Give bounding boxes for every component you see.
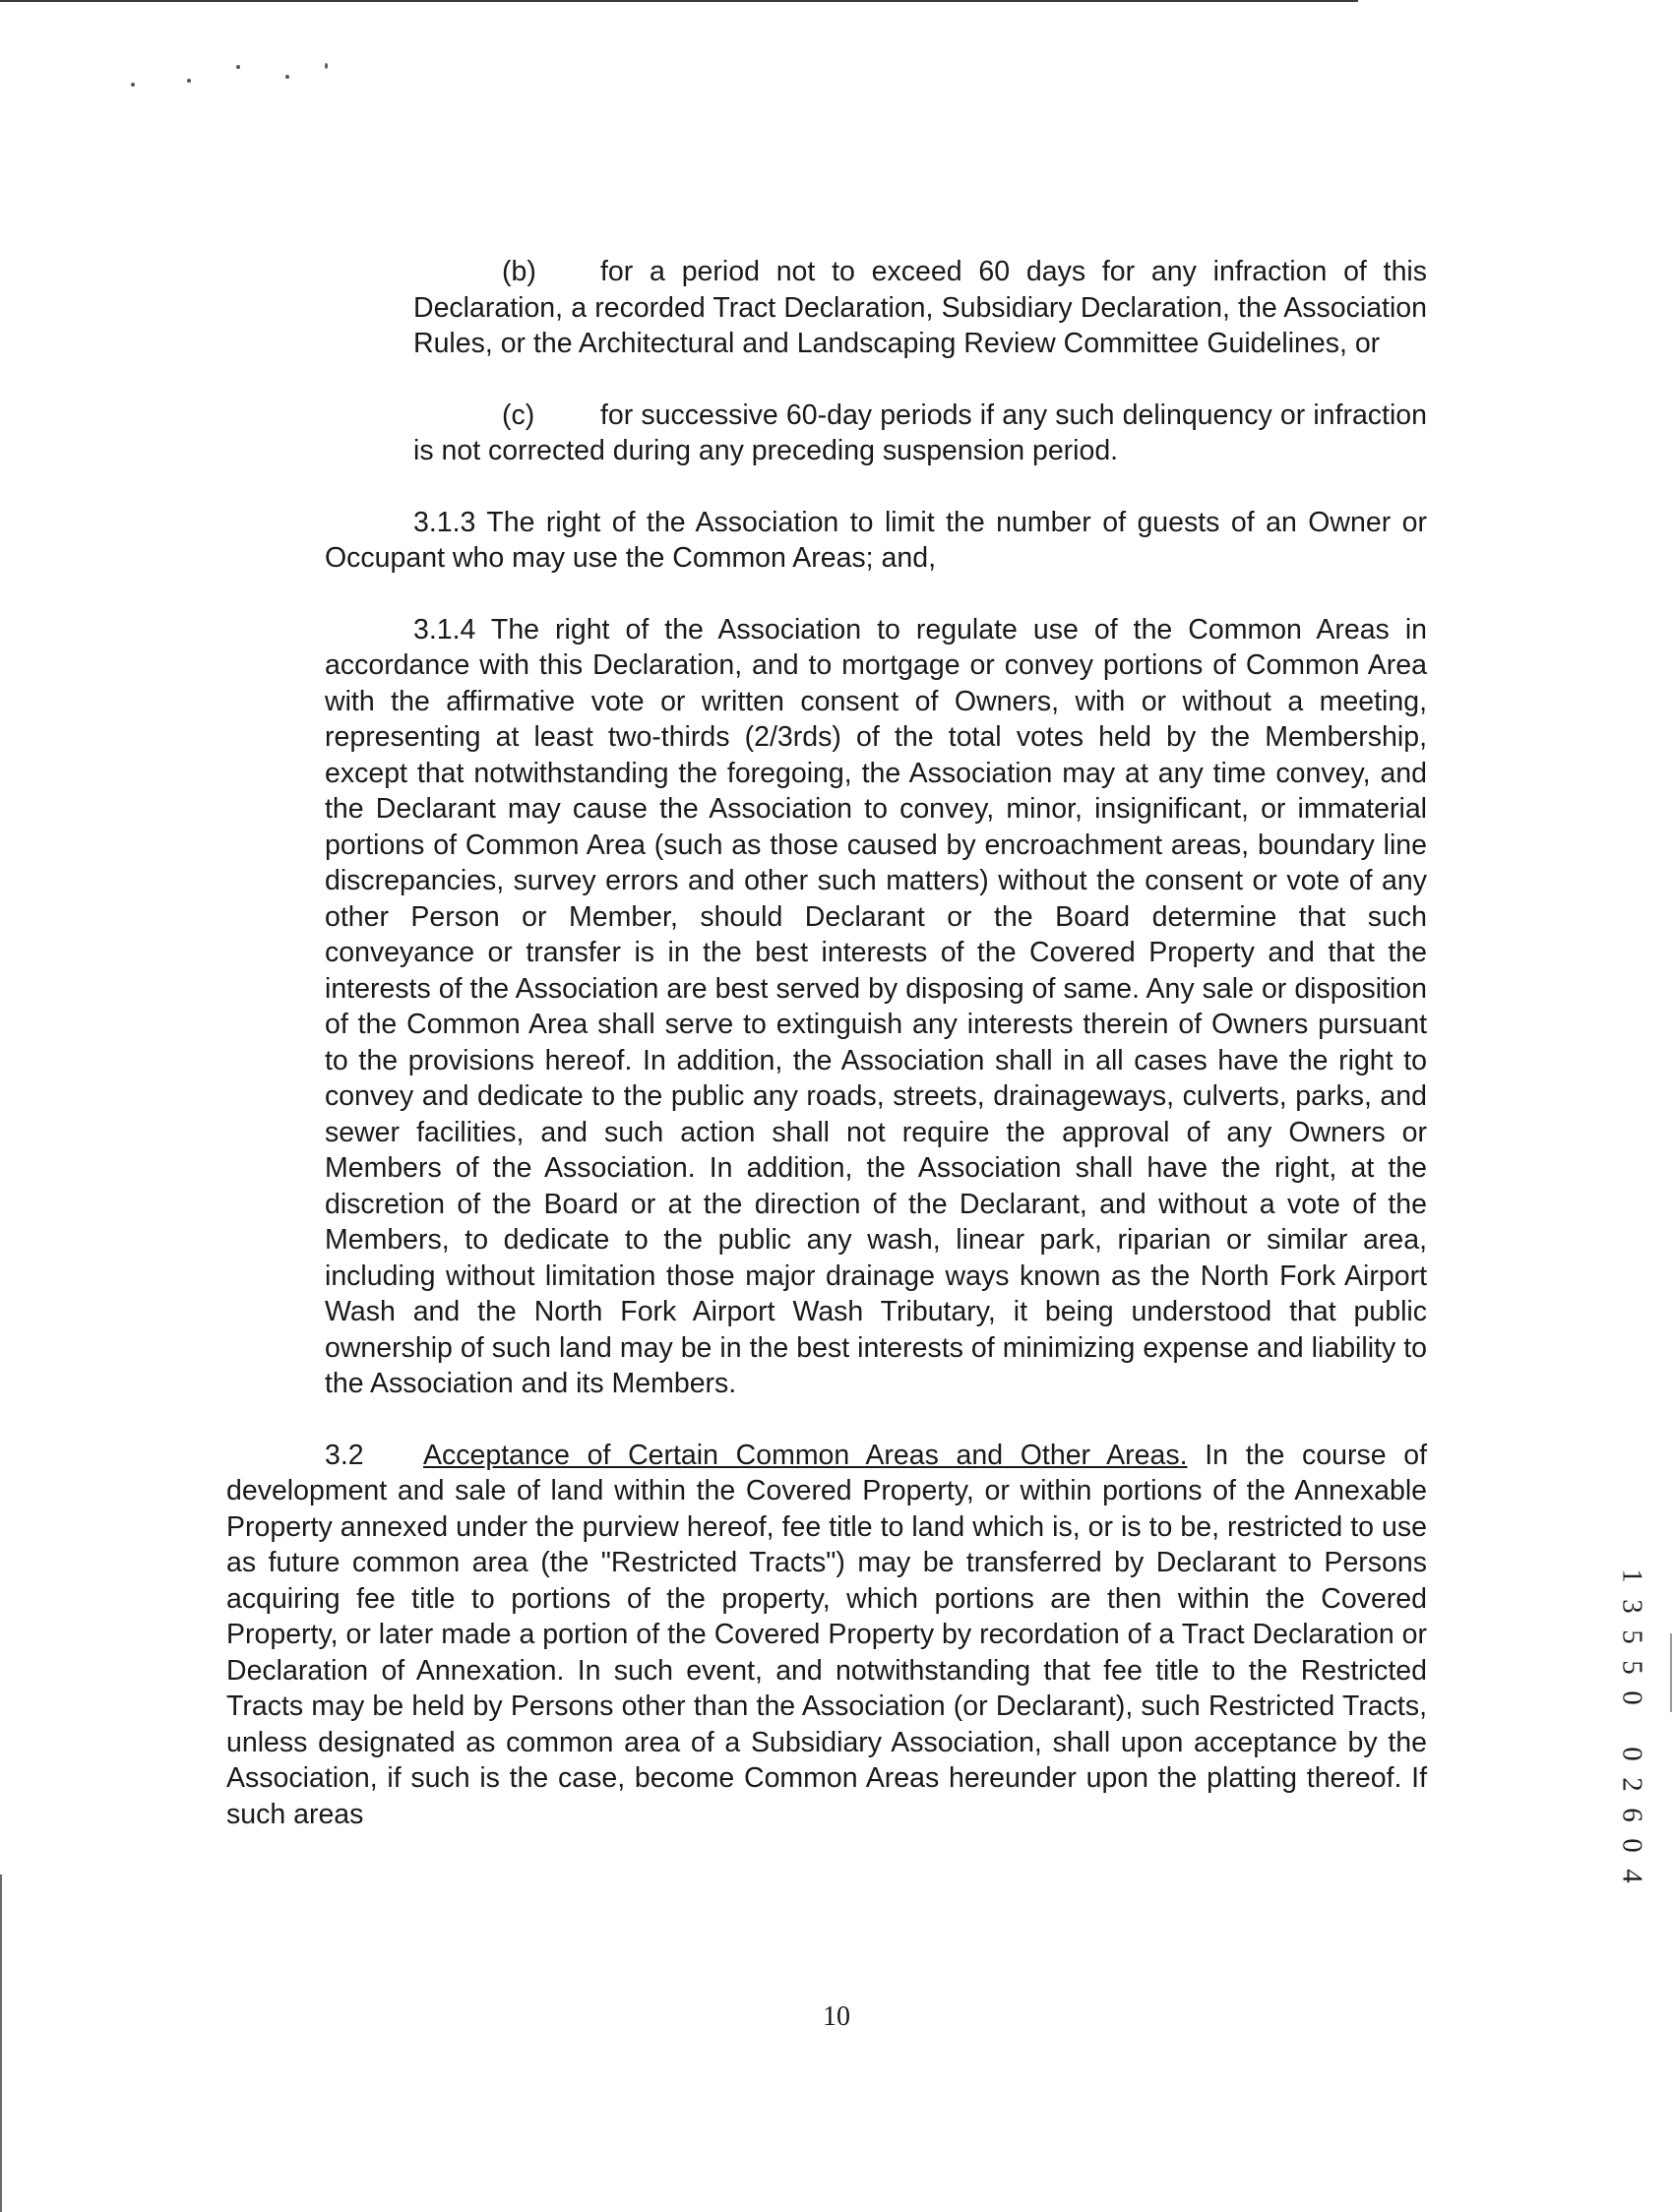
stamp-digit: 6 [1616, 1808, 1648, 1822]
top-scan-border [0, 0, 1358, 2]
paragraph-text: for a period not to exceed 60 days for any infraction of this Declaration, a recorded Tract Declaration, Subsidiary Declaration, the Association Rules, or the Architectural and Landscaping Review Committee Guidelines, or [413, 256, 1427, 359]
paragraph-c [413, 398, 1427, 469]
section-heading: Acceptance of Certain Common Areas and Other Areas. [423, 1439, 1188, 1471]
stamp-digit: 5 [1616, 1660, 1648, 1675]
right-scan-mark [1670, 1633, 1672, 1712]
paragraph-marker: (b) [502, 256, 536, 287]
paragraph-3-1-3 [325, 505, 1427, 577]
paragraph-text: The right of the Association to regulate use of the Common Areas in accordance with this Declaration, and to mortgage or convey portions of Common Area with the affirmative vote or written consent of Owners, with or without a meeting, representing at least two-thirds (2/3rds) of the total votes held by the Membership, except that notwithstanding the foregoing, the Association may at any time convey, and the Declarant may cause the Association to convey, minor, insignificant, or immaterial portions of Common Area (such as those caused by encroachment areas, boundary line discrepancies, survey errors and other such matters) without the consent or vote of any other Person or Member, should Declarant or the Board determine that such conveyance or transfer is in the best interests of the Covered Property and that the interests of the Association are best served by disposing of same. Any sale or disposition of the Common Area shall serve to extinguish any interests therein of Owners pursuant to the provisions hereof. In addition, the Association shall in all cases have the right to convey and dedicate to the public any roads, streets, drainageways, culverts, parks, and sewer facilities, and such action shall not require the approval of any Owners or Members of the Association. In addition, the Association shall have the right, at the discretion of the Board or at the direction of the Declarant, and without a vote of the Members, to dedicate to the public any wash, linear park, riparian or similar area, including without limitation those major drainage ways known as the North Fork Airport Wash and the North Fork Airport Wash Tributary, it being understood that public ownership of such land may be in the best interests of minimizing expense and liability to the Association and its Members. [325, 613, 1428, 1399]
paragraph-marker: 3.1.4 [413, 613, 476, 645]
stamp-digit: 2 [1616, 1777, 1648, 1792]
stamp-digit: 0 [1616, 1838, 1648, 1853]
stamp-digit: 0 [1616, 1747, 1648, 1761]
recording-stamp [1612, 1561, 1651, 1891]
paragraph-marker: 3.1.3 [413, 506, 476, 538]
paragraph-marker: (c) [502, 399, 535, 431]
speck [131, 83, 135, 87]
paragraph-b [413, 254, 1427, 362]
paragraph-text: The right of the Association to limit the number of guests of an Owner or Occupant who may use the Common Areas; and, [325, 506, 1427, 574]
section-number: 3.2 [325, 1439, 364, 1471]
stamp-digit: 4 [1616, 1869, 1648, 1883]
stamp-digit: 5 [1616, 1629, 1648, 1644]
speck [285, 75, 289, 79]
stamp-digit: 0 [1616, 1690, 1648, 1705]
speck [325, 63, 328, 69]
paragraph-text: In the course of development and sale of land within the Covered Property, or within portions of the Annexable Property annexed under the purview hereof, fee title to land which is, or is to be, restricted to use as future common area (the "Restricted Tracts") may be transferred by Declarant to Persons acquiring fee title to portions of the property, which portions are then within the Covered Property, or later made a portion of the Covered Property by recordation of a Tract Declaration or Declaration of Annexation. In such event, and notwithstanding that fee title to the Restricted Tracts may be held by Persons other than the Association (or Declarant), such Restricted Tracts, unless designated as common area of a Subsidiary Association, shall upon acceptance by the Association, if such is the case, become Common Areas hereunder upon the platting thereof. If such areas [226, 1439, 1428, 1830]
paragraph-text: for successive 60-day periods if any such delinquency or infraction is not corrected during any preceding suspension period. [413, 399, 1427, 466]
document-body [226, 254, 1427, 1832]
speck [236, 65, 240, 69]
paragraph-3-2 [226, 1438, 1427, 1833]
paragraph-3-1-4 [325, 612, 1427, 1402]
stamp-digit: 1 [1616, 1568, 1648, 1583]
left-scan-border [0, 1874, 2, 2212]
scan-specks [123, 61, 340, 91]
page-number: 10 [823, 2001, 850, 2032]
speck [187, 79, 191, 83]
stamp-digit: 3 [1616, 1599, 1648, 1614]
